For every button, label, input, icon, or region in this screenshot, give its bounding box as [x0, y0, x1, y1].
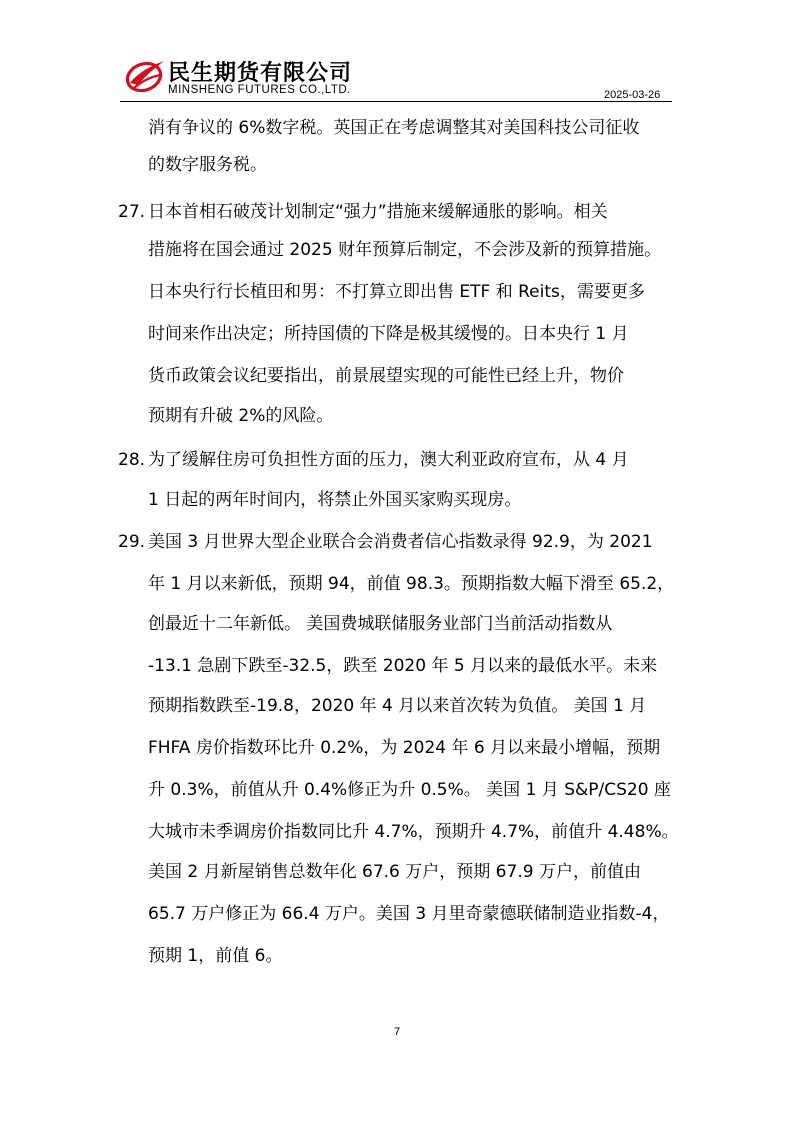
paragraph-line: 年 1 月以来新低，预期 94，前值 98.3。预期指数大幅下滑至 65.2， [148, 574, 675, 594]
paragraph-line: 日本首相石破茂计划制定“强力”措施来缓解通胀的影响。相关 [148, 202, 608, 222]
paragraph-line: 美国 3 月世界大型企业联合会消费者信心指数录得 92.9，为 2021 [148, 532, 653, 552]
paragraph-line: 美国 2 月新屋销售总数年化 67.6 万户，预期 67.9 万户，前值由 [148, 862, 641, 882]
paragraph-line: 65.7 万户修正为 66.4 万户。美国 3 月里奇蒙德联储制造业指数-4， [148, 904, 670, 924]
paragraph-line: -13.1 急剧下跌至-32.5，跌至 2020 年 5 月以来的最低水平。未来 [148, 656, 658, 676]
header-divider [120, 101, 672, 102]
paragraph-line: 升 0.3%，前值从升 0.4%修正为升 0.5%。 美国 1 月 S&P/CS20 座 [148, 780, 671, 800]
paragraph-line: 的数字服务税。 [148, 155, 267, 175]
page-number: 7 [393, 1026, 401, 1038]
item-number: 27. [118, 202, 146, 222]
paragraph-line: 日本央行行长植田和男：不打算立即出售 ETF 和 Reits，需要更多 [148, 282, 645, 302]
paragraph-line: 为了缓解住房可负担性方面的压力，澳大利亚政府宣布，从 4 月 [148, 450, 629, 470]
paragraph-line: 大城市未季调房价指数同比升 4.7%，预期升 4.7%，前值升 4.48%。 [148, 822, 679, 842]
paragraph-line: 1 日起的两年时间内，将禁止外国买家购买现房。 [148, 490, 522, 510]
paragraph-line: FHFA 房价指数环比升 0.2%，为 2024 年 6 月以来最小增幅，预期 [148, 738, 661, 758]
item-number: 29. [118, 532, 146, 552]
paragraph-line: 消有争议的 6%数字税。英国正在考虑调整其对美国科技公司征收 [148, 118, 640, 138]
paragraph-line: 创最近十二年新低。 美国费城联储服务业部门当前活动指数从 [148, 614, 613, 634]
paragraph-line: 预期 1，前值 6。 [148, 946, 283, 966]
item-number: 28. [118, 450, 146, 470]
paragraph-line: 预期指数跌至-19.8，2020 年 4 月以来首次转为负值。 美国 1 月 [148, 696, 647, 716]
paragraph-line: 措施将在国会通过 2025 财年预算后制定，不会涉及新的预算措施。 [148, 240, 662, 260]
company-name-cn: 民生期货有限公司 [168, 61, 353, 86]
minsheng-logo-icon [124, 55, 166, 95]
report-date: 2025-03-26 [604, 89, 661, 101]
paragraph-line: 货币政策会议纪要指出，前景展望实现的可能性已经上升，物价 [148, 366, 624, 386]
company-name-en: MINSHENG FUTURES CO.,LTD. [168, 84, 351, 96]
paragraph-line: 时间来作出决定；所持国债的下降是极其缓慢的。日本央行 1 月 [148, 324, 629, 344]
paragraph-line: 预期有升破 2%的风险。 [148, 406, 334, 426]
page-header [0, 0, 794, 110]
